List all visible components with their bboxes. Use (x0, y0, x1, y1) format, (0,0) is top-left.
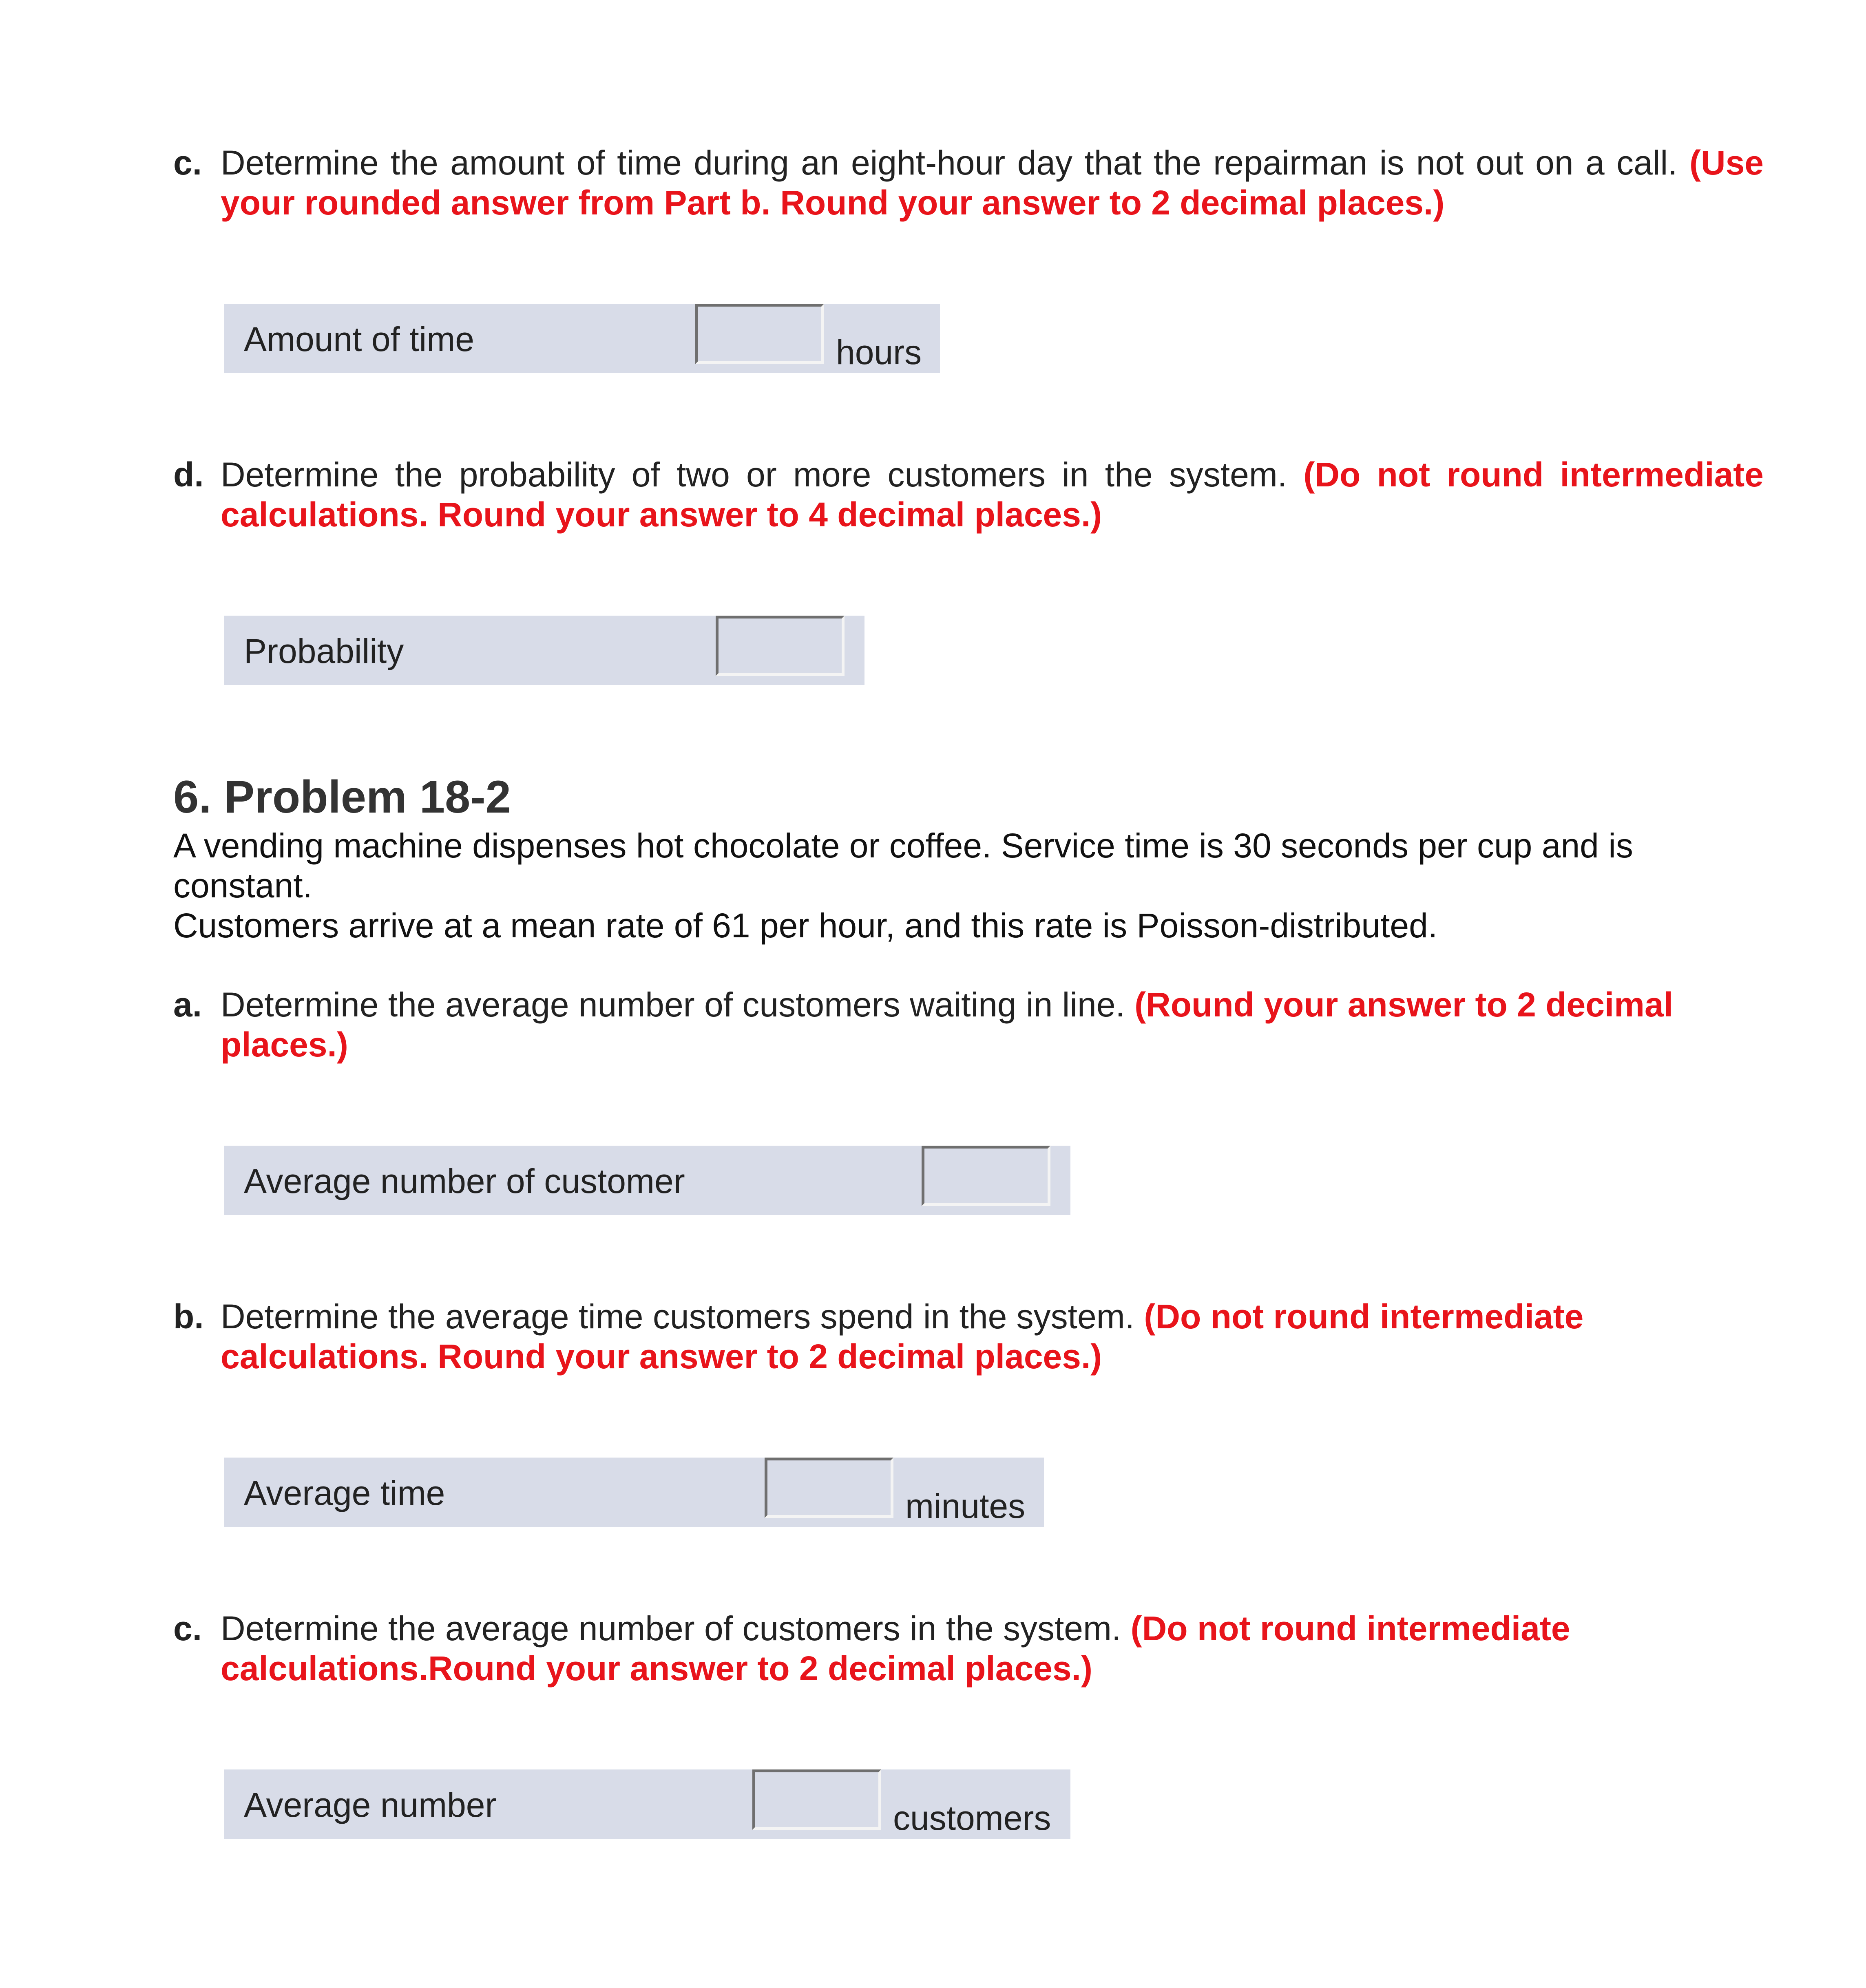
question-c-prev (173, 143, 1764, 223)
answer-box-amount-of-time (224, 304, 940, 373)
question-letter: d. (173, 455, 204, 494)
unit-label: customers (893, 1799, 1051, 1837)
rounding-instruction: (Do not round intermediate calculations. Round your answer to 2 decimal places.) (221, 1297, 1584, 1376)
average-time-input[interactable] (765, 1458, 893, 1518)
problem-title: 6. Problem 18-2 (173, 771, 511, 822)
answer-box-average-number-waiting (224, 1146, 1070, 1215)
answer-label: Average number of customer (244, 1162, 685, 1200)
average-number-input[interactable] (752, 1769, 881, 1830)
probability-input[interactable] (716, 616, 845, 676)
answer-box-average-number (224, 1769, 1070, 1839)
rounding-instruction: (Round your answer to 2 decimal places.) (221, 985, 1674, 1064)
answer-box-probability (224, 616, 864, 685)
question-c (173, 1608, 1682, 1688)
question-text: Determine the average time customers spend in the system. (221, 1297, 1135, 1336)
unit-label: minutes (905, 1487, 1026, 1525)
rounding-instruction: (Use your rounded answer from Part b. Round your answer to 2 decimal places.) (221, 144, 1764, 222)
question-letter: b. (173, 1297, 204, 1336)
question-b (173, 1297, 1682, 1376)
answer-label: Probability (244, 632, 404, 670)
answer-label: Amount of time (244, 320, 474, 358)
question-letter: c. (173, 1609, 202, 1648)
average-number-waiting-input[interactable] (922, 1146, 1050, 1206)
answer-label: Average number (244, 1786, 497, 1824)
amount-of-time-input[interactable] (695, 304, 824, 364)
question-a (173, 985, 1682, 1065)
answer-label: Average time (244, 1474, 445, 1512)
question-text: Determine the average number of customers waiting in line. (221, 985, 1125, 1024)
question-letter: c. (173, 144, 202, 182)
unit-label: hours (836, 333, 922, 371)
question-text: Determine the amount of time during an eight-hour day that the repairman is not out on a call. (221, 144, 1678, 182)
question-d-prev (173, 455, 1764, 535)
question-text: Determine the probability of two or more customers in the system. (221, 455, 1287, 494)
answer-box-average-time (224, 1458, 1044, 1527)
rounding-instruction: (Do not round intermediate calculations.Round your answer to 2 decimal places.) (221, 1609, 1570, 1688)
problem-intro (173, 826, 1764, 945)
rounding-instruction: (Do not round intermediate calculations. Round your answer to 4 decimal places.) (221, 455, 1764, 534)
problem-intro-line-1: A vending machine dispenses hot chocolate or coffee. Service time is 30 seconds per cup and is constant. (173, 826, 1633, 905)
question-letter: a. (173, 985, 202, 1024)
problem-intro-line-2: Customers arrive at a mean rate of 61 per hour, and this rate is Poisson-distributed. (173, 906, 1438, 945)
question-text: Determine the average number of customers in the system. (221, 1609, 1121, 1648)
